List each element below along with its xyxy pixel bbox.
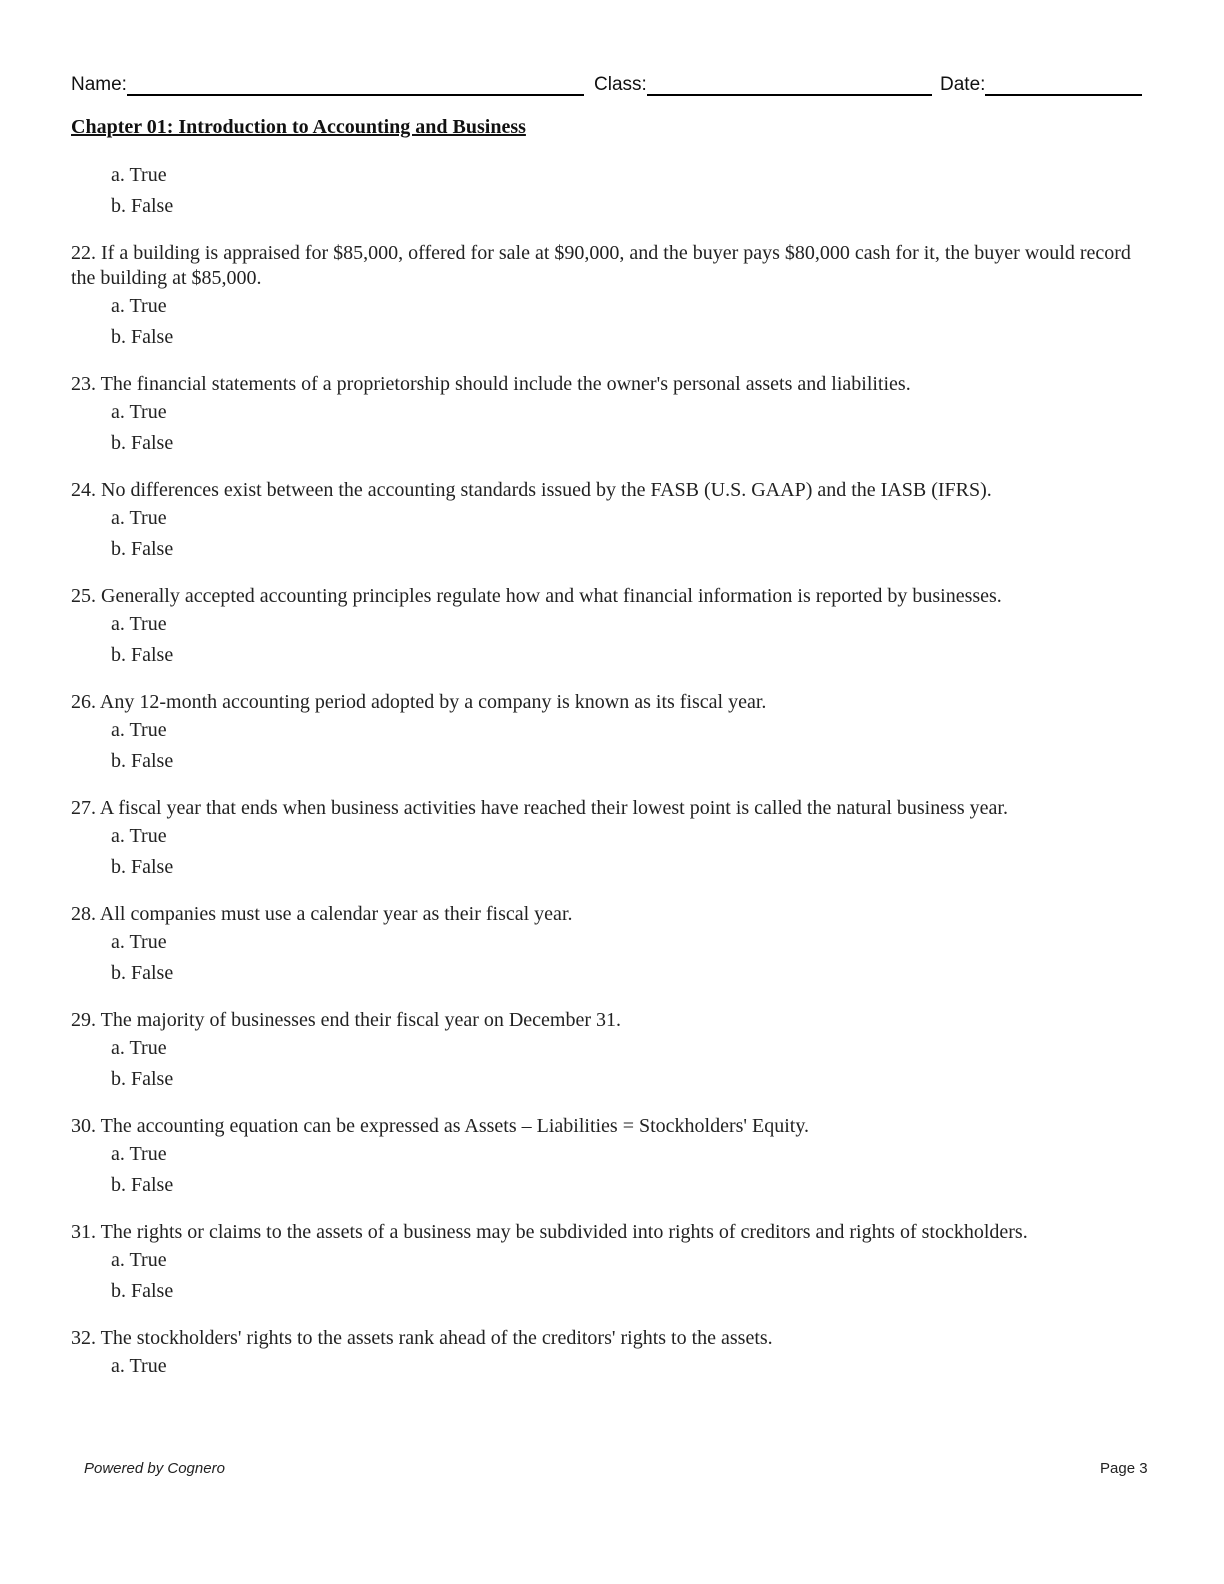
question-number: 30. [71, 1115, 96, 1137]
answer-option: b. False [111, 856, 174, 878]
answer-option: a. True [111, 401, 167, 423]
question-list [71, 160, 1151, 1382]
question-number: 25. [71, 585, 96, 607]
question-text [71, 372, 1151, 397]
answer-option: b. False [111, 962, 174, 984]
question-number: 31. [71, 1221, 96, 1243]
question-number: 24. [71, 479, 96, 501]
question-text [71, 690, 1151, 715]
question-item [71, 1008, 1151, 1095]
answer-option: a. True [111, 1143, 167, 1165]
question-item [71, 372, 1151, 459]
answer-option: b. False [111, 1068, 174, 1090]
answer-option: a. True [111, 164, 167, 186]
answer-option: a. True [111, 613, 167, 635]
question-number: 22. [71, 242, 96, 264]
question-text [71, 241, 1151, 291]
date-field [940, 70, 1142, 96]
question-number: 29. [71, 1009, 96, 1031]
question-statement: The financial statements of a proprietorship should include the owner's personal assets and liabilities. [100, 373, 911, 395]
continued-question-options [71, 160, 1151, 222]
question-item [71, 478, 1151, 565]
answer-option: a. True [111, 295, 167, 317]
question-number: 26. [71, 691, 96, 713]
answer-option: a. True [111, 1037, 167, 1059]
question-statement: The majority of businesses end their fiscal year on December 31. [100, 1009, 622, 1031]
question-item [71, 1114, 1151, 1201]
powered-by-footer: Powered by Cognero [84, 1460, 225, 1477]
question-item [71, 690, 1151, 777]
answer-option: b. False [111, 432, 174, 454]
question-number: 32. [71, 1327, 96, 1349]
question-text [71, 584, 1151, 609]
question-statement: Generally accepted accounting principles regulate how and what financial information is reported by businesses. [101, 585, 1002, 607]
question-text [71, 478, 1151, 503]
answer-option: a. True [111, 1355, 167, 1377]
answer-option: b. False [111, 538, 174, 560]
answer-option: b. False [111, 326, 174, 348]
questions-container [71, 241, 1151, 1382]
question-item [71, 241, 1151, 353]
question-text [71, 1326, 1151, 1351]
question-number: 27. [71, 797, 96, 819]
question-item [71, 796, 1151, 883]
name-field [71, 70, 584, 96]
class-field [594, 70, 932, 96]
answer-option: b. False [111, 1174, 174, 1196]
question-item [71, 1220, 1151, 1307]
date-label: Date: [940, 74, 986, 95]
question-text [71, 1220, 1151, 1245]
question-statement: No differences exist between the accounting standards issued by the FASB (U.S. GAAP) and the IASB (IFRS). [101, 479, 992, 501]
chapter-title: Chapter 01: Introduction to Accounting and Business [71, 116, 526, 138]
date-blank-line [985, 72, 1142, 96]
question-number: 23. [71, 373, 96, 395]
question-statement: A fiscal year that ends when business activities have reached their lowest point is called the natural business year. [99, 797, 1008, 819]
answer-option: a. True [111, 507, 167, 529]
question-text [71, 902, 1151, 927]
name-blank-line [127, 72, 584, 96]
question-statement: The stockholders' rights to the assets rank ahead of the creditors' rights to the assets. [100, 1327, 773, 1349]
page-number: Page 3 [1100, 1460, 1148, 1477]
answer-option: a. True [111, 719, 167, 741]
answer-option: b. False [111, 750, 174, 772]
question-statement: The accounting equation can be expressed as Assets – Liabilities = Stockholders' Equity. [100, 1115, 810, 1137]
student-info-header [71, 70, 1143, 98]
answer-option: b. False [111, 644, 174, 666]
answer-option: b. False [111, 195, 174, 217]
question-statement: The rights or claims to the assets of a business may be subdivided into rights of creditors and rights of stockholders. [100, 1221, 1028, 1243]
class-label: Class: [594, 74, 647, 95]
question-number: 28. [71, 903, 96, 925]
name-label: Name: [71, 74, 127, 95]
answer-option: a. True [111, 931, 167, 953]
class-blank-line [647, 72, 932, 96]
question-statement: All companies must use a calendar year as their fiscal year. [99, 903, 573, 925]
question-statement: If a building is appraised for $85,000, offered for sale at $90,000, and the buyer pays $80,000 cash for it, the buyer would record the building at $85,000. [71, 242, 1131, 289]
question-text [71, 796, 1151, 821]
question-item [71, 902, 1151, 989]
answer-option: a. True [111, 825, 167, 847]
question-item [71, 1326, 1151, 1382]
question-text [71, 1114, 1151, 1139]
answer-option: a. True [111, 1249, 167, 1271]
question-text [71, 1008, 1151, 1033]
question-item [71, 584, 1151, 671]
answer-option: b. False [111, 1280, 174, 1302]
question-statement: Any 12-month accounting period adopted by a company is known as its fiscal year. [99, 691, 767, 713]
